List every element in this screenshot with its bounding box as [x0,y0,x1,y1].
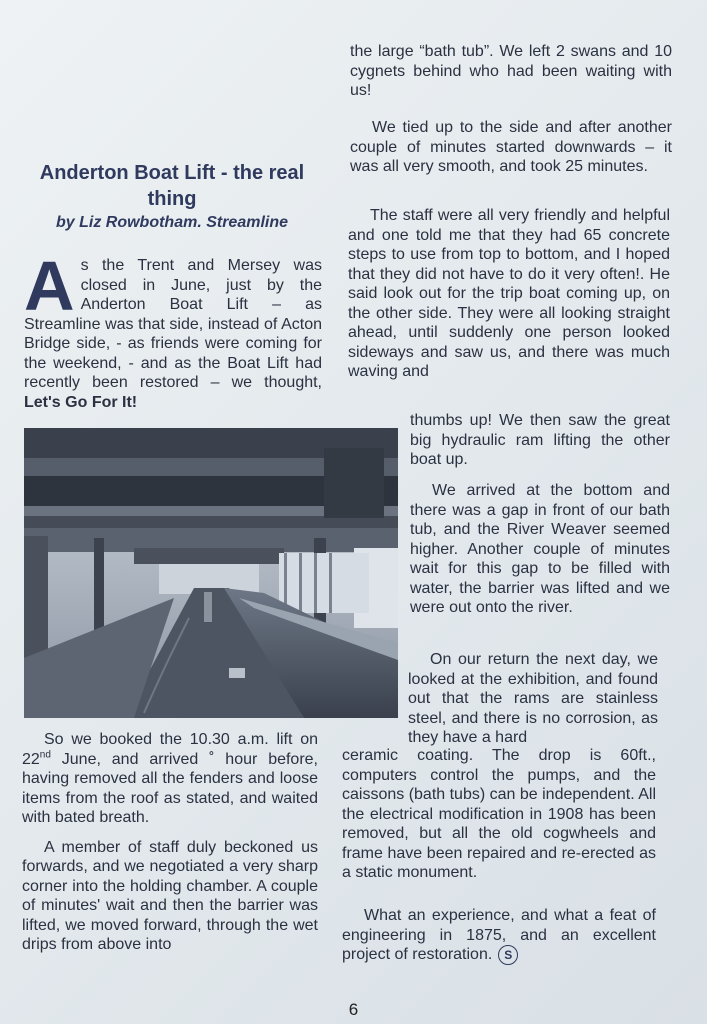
right-paragraph-1 [350,42,672,101]
paragraph-ceramic: ceramic coating. The drop is 60ft., computers control the pumps, and the caissons (bath tubs) can be independent. All the electrical modification in 1908 has been removed, but all the old cogwheels and frame have been repaired and re-erected as a static monument. [342,747,656,881]
paragraph-thumbs-up: thumbs up! We then saw the great big hydraulic ram lifting the other boat up. [410,412,670,468]
paragraph-staff-beckoned: A member of staff duly beckoned us forwards, and we negotiated a very sharp corner into the holding chamber. A couple of minutes' wait and then the barrier was lifted, we moved forward, through the wet drips from above into [22,838,318,953]
right-paragraph-5b [342,746,656,883]
page-number: 6 [348,1000,359,1019]
paragraph-tied-up: We tied up to the side and after another couple of minutes started downwards – it was all very smooth, and took 25 minutes. [350,119,672,175]
experience-text: What an experience, and what a feat of engineering in 1875, and an excellent project of restoration. [342,907,656,964]
intro-text: s the Trent and Mersey was closed in June, just by the Anderton Boat Lift – as Streamline was that side, instead of Acton Bridge side, - as friends were coming for the weekend, - and as the Boat Lift had recently been restored – we thought, [24,257,322,391]
left-column-lower [22,730,318,965]
paragraph-booking [22,730,318,828]
intro-bold-text: Let's Go For It! [24,393,138,411]
right-paragraph-6 [342,906,656,965]
booking-text-a: So we booked the 10.30 a.m. lift on 22 [22,731,318,768]
streamline-logo-icon: S [498,945,518,965]
paragraph-experience [342,906,656,965]
right-paragraph-4 [410,481,670,618]
right-paragraph-2 [350,118,672,177]
paragraph-bath-tub: the large “bath tub”. We left 2 swans and 10 cygnets behind who had been waiting with us! [350,43,672,99]
paragraph-return: On our return the next day, we looked at the exhibition, and found out that the rams are stainless steel, and there is no corrosion, as they have a hard [408,651,658,746]
right-paragraph-5 [408,650,658,748]
paragraph-staff-friendly: The staff were all very friendly and helpful and one told me that they had 65 concrete steps to use from top to bottom, and I hoped that they did not have to do it very often!. He said look out for the trip boat coming up, on the other side. They were all looking straight ahead, until suddenly one person looked sideways and saw us, and there was much waving and [348,207,670,380]
booking-text-b: June, and arrived ˚ hour before, having removed all the fenders and loose items from the roof as stated, and waited with bated breath. [22,750,318,826]
paragraph-arrived-bottom: We arrived at the bottom and there was a gap in front of our bath tub, and the River Weaver seemed higher. Another couple of minutes wait for this gap to be filled with water, the barrier was lifted and we were out onto the river. [410,482,670,616]
article-title: Anderton Boat Lift - the real thing [39,162,305,210]
boat-lift-photo [24,428,398,718]
article-byline: by Liz Rowbotham. Streamline [55,214,289,231]
booking-superscript: nd [39,749,51,761]
drop-cap: A [24,247,75,325]
intro-paragraph [24,247,322,412]
right-paragraph-3b [410,411,670,470]
photo-illustration [24,428,398,718]
right-paragraph-3 [348,206,670,382]
